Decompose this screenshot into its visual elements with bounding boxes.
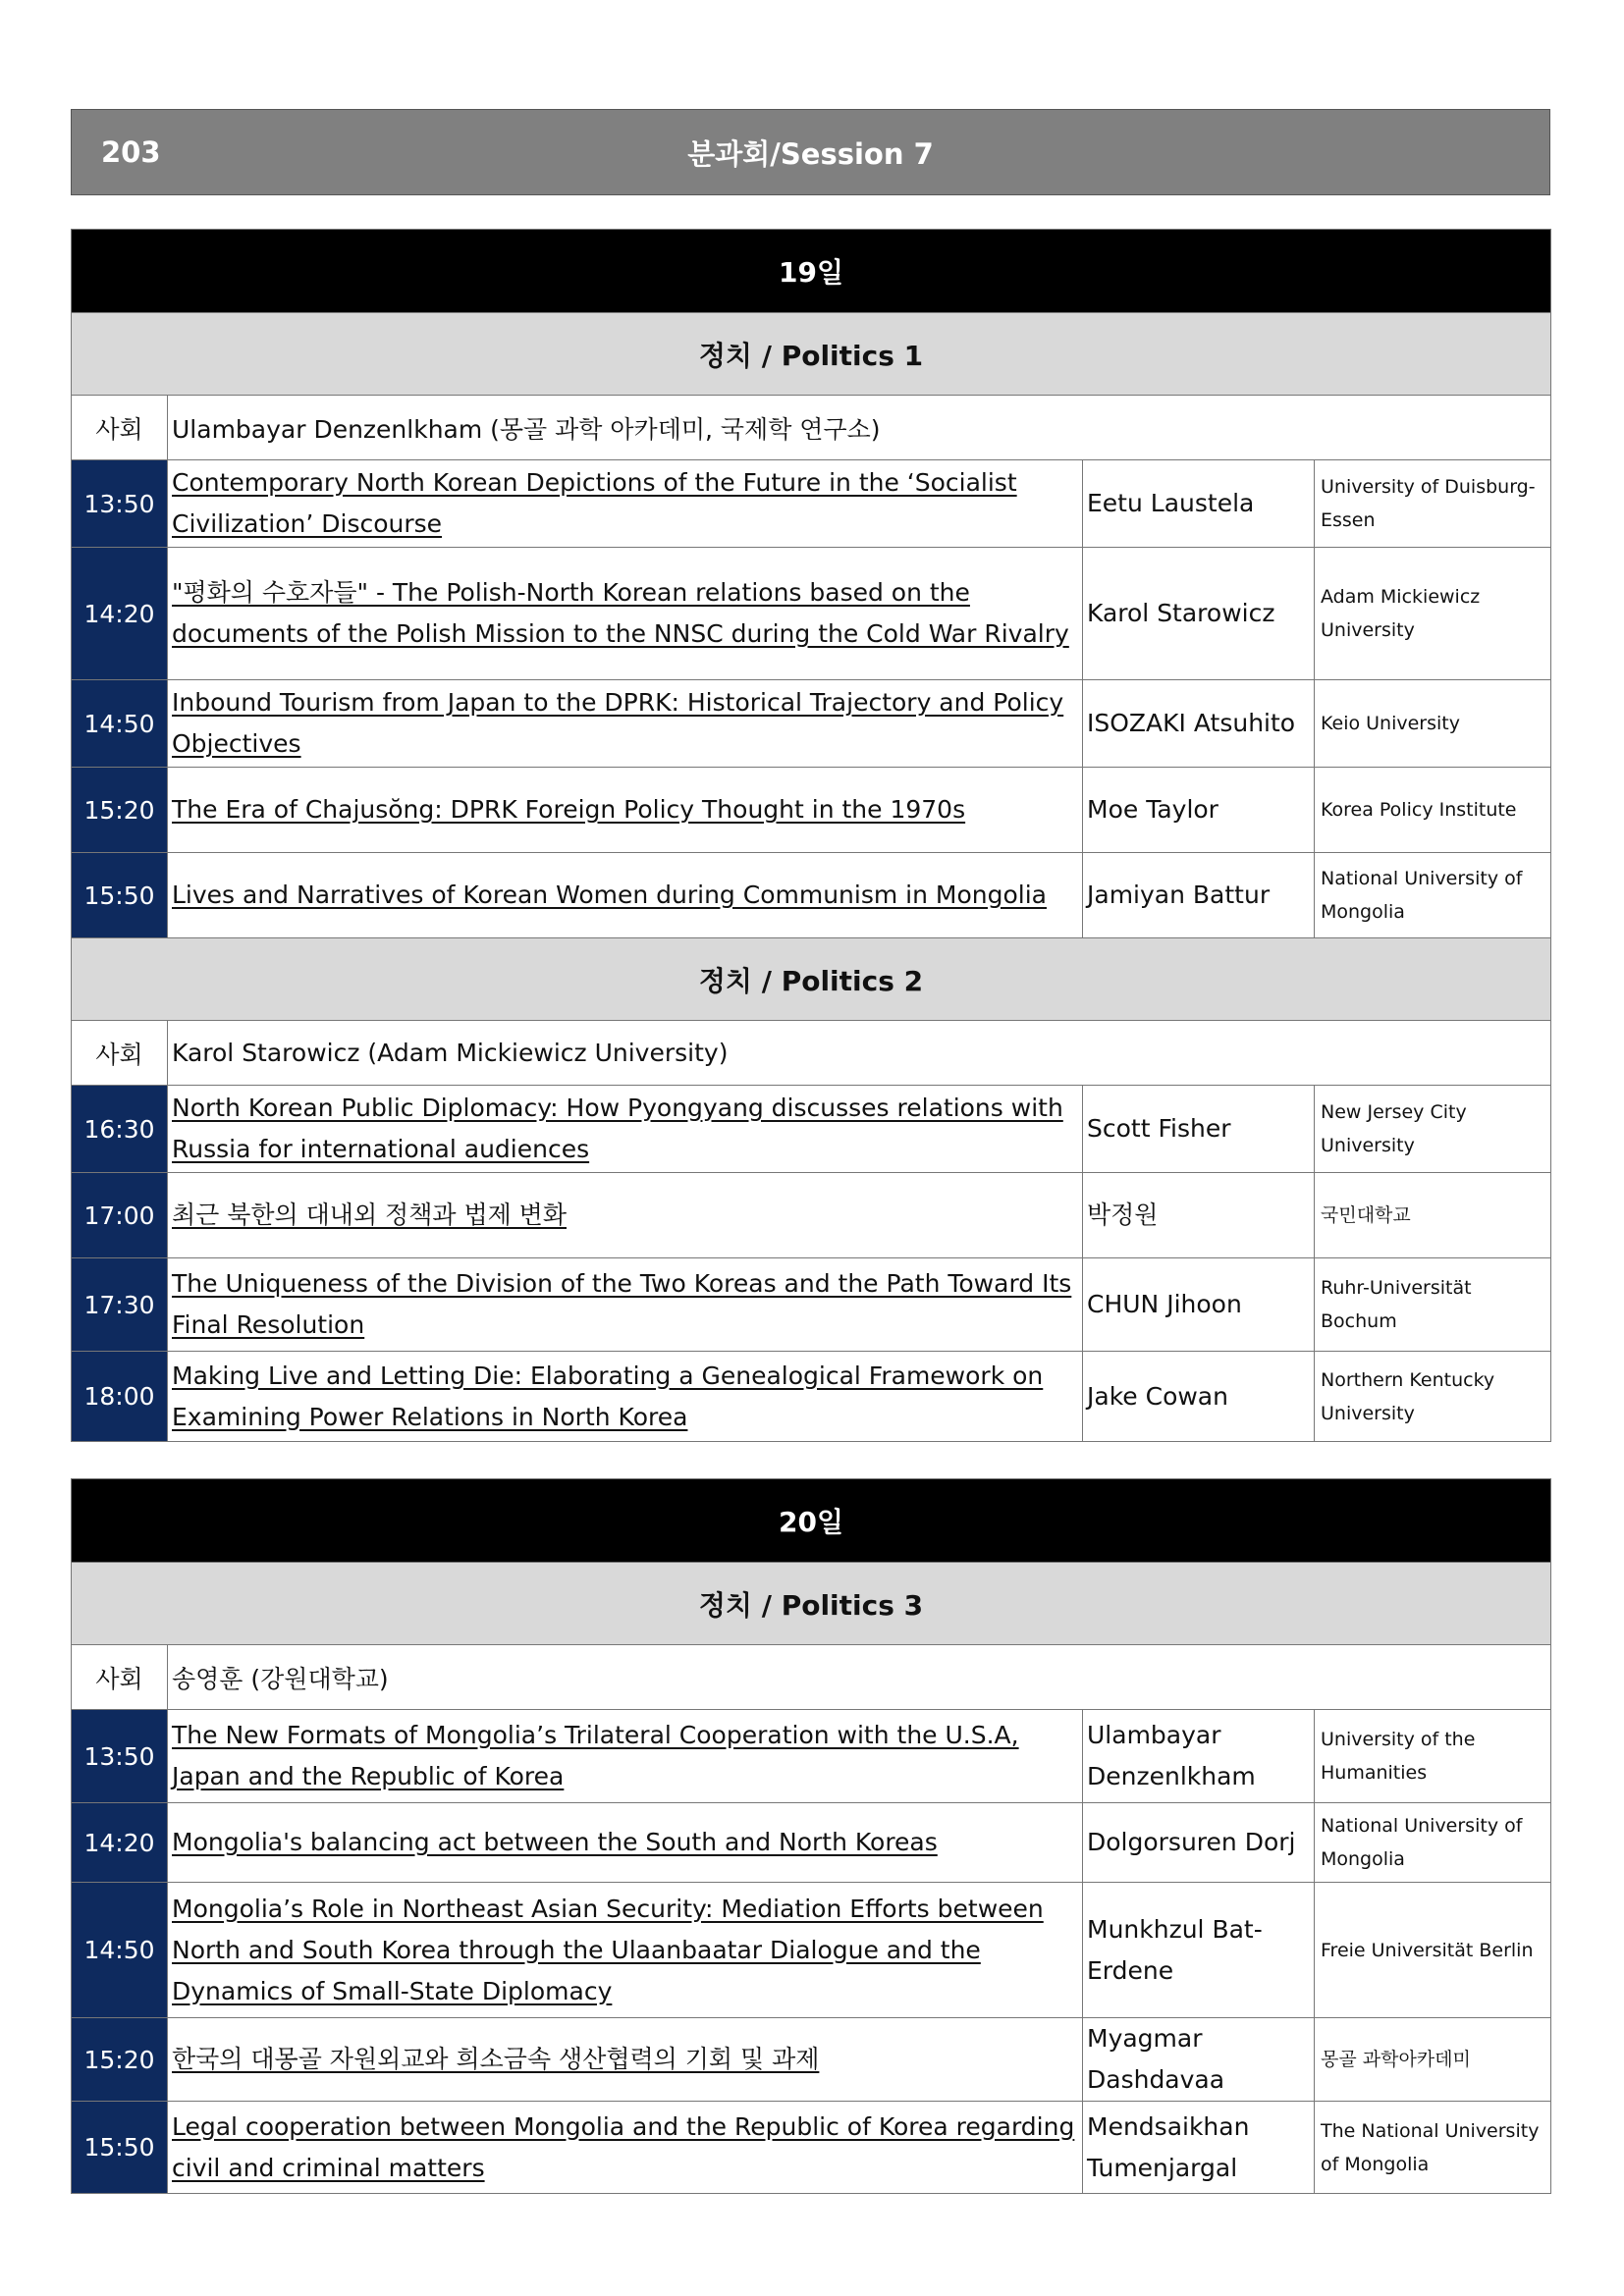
affiliation: Adam Mickiewicz University — [1315, 548, 1551, 680]
table-row — [72, 1803, 1551, 1883]
schedule-table-day-20 — [71, 1478, 1551, 2194]
time-cell: 17:00 — [72, 1173, 168, 1258]
table-row — [72, 548, 1551, 680]
affiliation: New Jersey City University — [1315, 1086, 1551, 1173]
day-header — [72, 1479, 1551, 1563]
chair-row — [72, 396, 1551, 460]
time-cell: 13:50 — [72, 460, 168, 548]
affiliation: University of the Humanities — [1315, 1710, 1551, 1803]
time-cell: 14:20 — [72, 548, 168, 680]
paper-title: 한국의 대몽골 자원외교와 희소금속 생산협력의 기회 및 과제 — [168, 2018, 1083, 2102]
affiliation: Keio University — [1315, 680, 1551, 768]
presenter: Scott Fisher — [1083, 1086, 1315, 1173]
time-cell: 13:50 — [72, 1710, 168, 1803]
presenter: Dolgorsuren Dorj — [1083, 1803, 1315, 1883]
affiliation: National University of Mongolia — [1315, 853, 1551, 938]
chair-label: 사회 — [72, 396, 168, 460]
session-name: 정치 / Politics 1 — [72, 313, 1551, 396]
affiliation: 국민대학교 — [1315, 1173, 1551, 1258]
chair-label: 사회 — [72, 1645, 168, 1710]
paper-title: Contemporary North Korean Depictions of the Future in the ‘Socialist Civilization’ Discourse — [168, 460, 1083, 548]
presenter: CHUN Jihoon — [1083, 1258, 1315, 1352]
chair-row — [72, 1645, 1551, 1710]
session-header — [71, 109, 1550, 195]
table-row — [72, 1086, 1551, 1173]
paper-title: The Era of Chajusŏng: DPRK Foreign Policy Thought in the 1970s — [168, 768, 1083, 853]
table-row — [72, 1258, 1551, 1352]
presenter: Eetu Laustela — [1083, 460, 1315, 548]
schedule-table-day-19 — [71, 229, 1551, 1442]
paper-title: Mongolia’s Role in Northeast Asian Security: Mediation Efforts between North and South Korea through the Ulaanbaatar Dialogue and the Dynamics of Small-State Diplomacy — [168, 1883, 1083, 2018]
day-label: 20일 — [72, 1479, 1551, 1563]
table-row — [72, 1352, 1551, 1442]
time-cell: 15:20 — [72, 2018, 168, 2102]
session-header-row — [72, 1563, 1551, 1645]
day-header — [72, 230, 1551, 313]
table-row — [72, 768, 1551, 853]
affiliation: Ruhr-Universität Bochum — [1315, 1258, 1551, 1352]
affiliation: The National University of Mongolia — [1315, 2102, 1551, 2194]
paper-title: North Korean Public Diplomacy: How Pyongyang discusses relations with Russia for international audiences — [168, 1086, 1083, 1173]
presenter: 박정원 — [1083, 1173, 1315, 1258]
time-cell: 15:50 — [72, 853, 168, 938]
presenter: Moe Taylor — [1083, 768, 1315, 853]
session-name: 정치 / Politics 3 — [72, 1563, 1551, 1645]
affiliation: Northern Kentucky University — [1315, 1352, 1551, 1442]
paper-title: Lives and Narratives of Korean Women during Communism in Mongolia — [168, 853, 1083, 938]
presenter: Ulambayar Denzenlkham — [1083, 1710, 1315, 1803]
paper-title: Making Live and Letting Die: Elaborating a Genealogical Framework on Examining Power Relations in North Korea — [168, 1352, 1083, 1442]
presenter: Mendsaikhan Tumenjargal — [1083, 2102, 1315, 2194]
time-cell: 14:20 — [72, 1803, 168, 1883]
chair-row — [72, 1021, 1551, 1086]
time-cell: 14:50 — [72, 1883, 168, 2018]
chair-name: Ulambayar Denzenlkham (몽골 과학 아카데미, 국제학 연구소) — [168, 396, 1551, 460]
table-row — [72, 680, 1551, 768]
presenter: Myagmar Dashdavaa — [1083, 2018, 1315, 2102]
table-row — [72, 853, 1551, 938]
affiliation: National University of Mongolia — [1315, 1803, 1551, 1883]
paper-title: Legal cooperation between Mongolia and the Republic of Korea regarding civil and criminal matters — [168, 2102, 1083, 2194]
session-title: 분과회/Session 7 — [687, 136, 934, 171]
day-label: 19일 — [72, 230, 1551, 313]
table-row — [72, 2018, 1551, 2102]
table-row — [72, 2102, 1551, 2194]
time-cell: 14:50 — [72, 680, 168, 768]
paper-title: 최근 북한의 대내외 정책과 법제 변화 — [168, 1173, 1083, 1258]
time-cell: 17:30 — [72, 1258, 168, 1352]
table-row — [72, 460, 1551, 548]
affiliation: Freie Universität Berlin — [1315, 1883, 1551, 2018]
presenter: Munkhzul Bat-Erdene — [1083, 1883, 1315, 2018]
paper-title: "평화의 수호자들" - The Polish-North Korean relations based on the documents of the Polish Mission to the NNSC during the Cold War Rivalry — [168, 548, 1083, 680]
paper-title: The New Formats of Mongolia’s Trilateral Cooperation with the U.S.A, Japan and the Republic of Korea — [168, 1710, 1083, 1803]
time-cell: 15:50 — [72, 2102, 168, 2194]
session-header-row — [72, 938, 1551, 1021]
affiliation: Korea Policy Institute — [1315, 768, 1551, 853]
table-row — [72, 1883, 1551, 2018]
paper-title: Inbound Tourism from Japan to the DPRK: Historical Trajectory and Policy Objectives — [168, 680, 1083, 768]
session-name: 정치 / Politics 2 — [72, 938, 1551, 1021]
affiliation: University of Duisburg-Essen — [1315, 460, 1551, 548]
affiliation: 몽골 과학아카데미 — [1315, 2018, 1551, 2102]
page-number: 203 — [101, 135, 161, 169]
chair-name: Karol Starowicz (Adam Mickiewicz University) — [168, 1021, 1551, 1086]
chair-name: 송영훈 (강원대학교) — [168, 1645, 1551, 1710]
session-header-row — [72, 313, 1551, 396]
table-row — [72, 1710, 1551, 1803]
presenter: Karol Starowicz — [1083, 548, 1315, 680]
time-cell: 15:20 — [72, 768, 168, 853]
presenter: Jamiyan Battur — [1083, 853, 1315, 938]
table-row — [72, 1173, 1551, 1258]
presenter: ISOZAKI Atsuhito — [1083, 680, 1315, 768]
paper-title: Mongolia's balancing act between the South and North Koreas — [168, 1803, 1083, 1883]
presenter: Jake Cowan — [1083, 1352, 1315, 1442]
time-cell: 16:30 — [72, 1086, 168, 1173]
chair-label: 사회 — [72, 1021, 168, 1086]
paper-title: The Uniqueness of the Division of the Two Koreas and the Path Toward Its Final Resolution — [168, 1258, 1083, 1352]
time-cell: 18:00 — [72, 1352, 168, 1442]
